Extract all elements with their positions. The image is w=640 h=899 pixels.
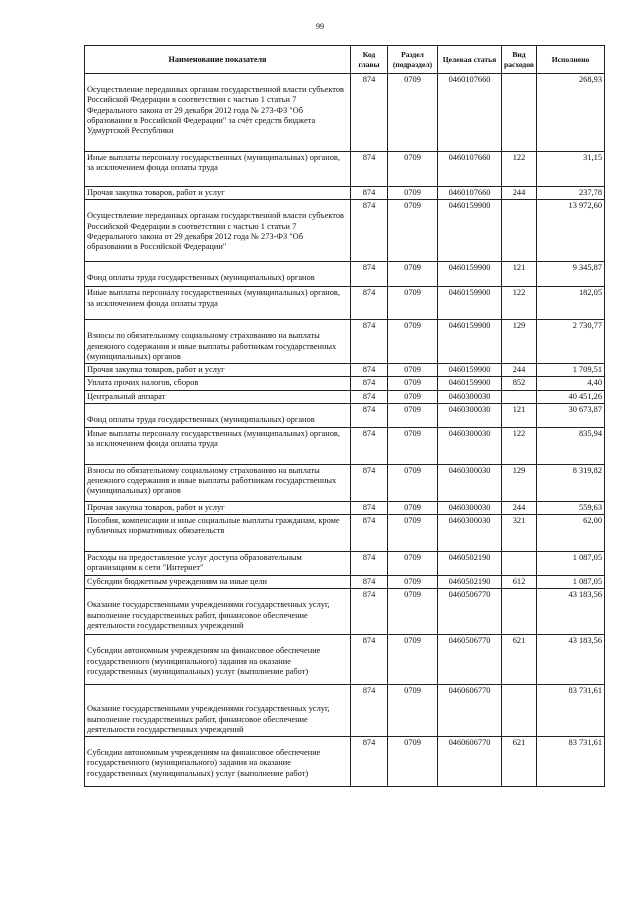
- row-name: [85, 501, 351, 514]
- row-article: 0460606770: [438, 685, 502, 737]
- header-code: Код главы: [351, 46, 388, 74]
- table-row: [85, 552, 605, 576]
- row-name: [85, 737, 351, 787]
- row-sum: 559,63: [537, 501, 605, 514]
- row-type: 621: [502, 635, 537, 685]
- row-type: [502, 390, 537, 403]
- row-name: [85, 427, 351, 464]
- table-row: [85, 152, 605, 187]
- budget-table: [84, 45, 605, 787]
- row-name-text: Центральный аппарат: [87, 391, 166, 401]
- row-name-text: Фонд оплаты труда государственных (муниципальных) органов: [87, 273, 315, 283]
- row-code: 874: [351, 576, 388, 589]
- row-type: 129: [502, 464, 537, 501]
- table-row: [85, 427, 605, 464]
- table-row: [85, 589, 605, 635]
- row-type: [502, 589, 537, 635]
- table-row: [85, 576, 605, 589]
- table-row: [85, 685, 605, 737]
- row-type: 612: [502, 576, 537, 589]
- row-type: [502, 74, 537, 152]
- table-row: [85, 364, 605, 377]
- row-code: 874: [351, 635, 388, 685]
- table-row: [85, 200, 605, 262]
- row-article: 0460107660: [438, 152, 502, 187]
- row-name: [85, 576, 351, 589]
- row-section: 0709: [388, 287, 438, 320]
- row-name: [85, 685, 351, 737]
- row-code: 874: [351, 515, 388, 552]
- row-section: 0709: [388, 262, 438, 287]
- table-body: [85, 74, 605, 787]
- row-code: 874: [351, 737, 388, 787]
- row-section: 0709: [388, 320, 438, 364]
- row-sum: 9 345,87: [537, 262, 605, 287]
- row-type: [502, 200, 537, 262]
- row-sum: 31,15: [537, 152, 605, 187]
- table-row: [85, 320, 605, 364]
- row-section: 0709: [388, 589, 438, 635]
- row-name-text: Расходы на предоставление услуг доступа образовательным организациям к сети "Интернет": [87, 553, 302, 573]
- row-article: 0460159900: [438, 377, 502, 390]
- row-name: [85, 552, 351, 576]
- row-name: [85, 262, 351, 287]
- row-code: 874: [351, 187, 388, 200]
- row-sum: 2 730,77: [537, 320, 605, 364]
- table-row: [85, 287, 605, 320]
- row-name-text: Прочая закупка товаров, работ и услуг: [87, 188, 225, 197]
- row-type: 129: [502, 320, 537, 364]
- row-name-text: Уплата прочих налогов, сборов: [87, 378, 199, 388]
- row-code: 874: [351, 464, 388, 501]
- table-row: [85, 464, 605, 501]
- page-number: 99: [316, 22, 324, 31]
- row-article: 0460506770: [438, 635, 502, 685]
- table-row: [85, 635, 605, 685]
- row-section: 0709: [388, 403, 438, 427]
- row-sum: 4,40: [537, 377, 605, 390]
- row-name: [85, 320, 351, 364]
- row-type: [502, 552, 537, 576]
- row-sum: 13 972,60: [537, 200, 605, 262]
- header-section: Раздел (подраздел): [388, 46, 438, 74]
- row-name: [85, 464, 351, 501]
- header-type: Вид расходов: [502, 46, 537, 74]
- header-name: Наименование показателя: [85, 46, 351, 74]
- row-sum: 83 731,61: [537, 685, 605, 737]
- row-name: [85, 377, 351, 390]
- table-row: [85, 377, 605, 390]
- table-row: [85, 390, 605, 403]
- row-article: 0460300030: [438, 515, 502, 552]
- row-type: 122: [502, 152, 537, 187]
- row-code: 874: [351, 552, 388, 576]
- row-name: [85, 589, 351, 635]
- row-article: 0460159900: [438, 287, 502, 320]
- row-code: 874: [351, 262, 388, 287]
- row-name-text: Взносы по обязательному социальному страхованию на выплаты денежного содержания и иные выплаты работникам государственных (муниципальных) органов: [87, 331, 337, 361]
- table-row: [85, 74, 605, 152]
- row-type: 122: [502, 287, 537, 320]
- row-section: 0709: [388, 377, 438, 390]
- row-article: 0460502190: [438, 552, 502, 576]
- row-code: 874: [351, 320, 388, 364]
- row-name-text: Прочая закупка товаров, работ и услуг: [87, 365, 225, 374]
- row-article: 0460300030: [438, 427, 502, 464]
- row-code: 874: [351, 427, 388, 464]
- row-article: 0460159900: [438, 320, 502, 364]
- row-section: 0709: [388, 576, 438, 589]
- row-sum: 1 087,05: [537, 576, 605, 589]
- row-name: [85, 187, 351, 200]
- row-article: 0460107660: [438, 187, 502, 200]
- row-code: 874: [351, 287, 388, 320]
- row-name: [85, 152, 351, 187]
- row-sum: 30 673,87: [537, 403, 605, 427]
- row-article: 0460606770: [438, 737, 502, 787]
- row-article: 0460300030: [438, 390, 502, 403]
- row-section: 0709: [388, 74, 438, 152]
- row-code: 874: [351, 74, 388, 152]
- row-sum: 268,93: [537, 74, 605, 152]
- row-sum: 1 709,51: [537, 364, 605, 377]
- row-name-text: Субсидии бюджетным учреждениям на иные цели: [87, 577, 267, 586]
- row-article: 0460159900: [438, 364, 502, 377]
- row-section: 0709: [388, 427, 438, 464]
- row-article: 0460107660: [438, 74, 502, 152]
- header-article: Целевая статья: [438, 46, 502, 74]
- row-code: 874: [351, 152, 388, 187]
- row-type: 244: [502, 364, 537, 377]
- row-article: 0460300030: [438, 464, 502, 501]
- row-name: [85, 200, 351, 262]
- row-section: 0709: [388, 685, 438, 737]
- row-type: 122: [502, 427, 537, 464]
- row-type: 121: [502, 262, 537, 287]
- row-name-text: Субсидии автономным учреждениям на финансовое обеспечение государственного (муниципального) задания на оказание государственных (муниципальных) услуг (выполнение работ): [87, 748, 321, 778]
- row-type: 852: [502, 377, 537, 390]
- row-name-text: Оказание государственными учреждениями государственных услуг, выполнение государственных работ, финансовое обеспечение деятельности государственных учреждений: [87, 600, 330, 630]
- row-name-text: Взносы по обязательному социальному страхованию на выплаты денежного содержания и иные выплаты работникам государственных (муниципальных) органов: [87, 465, 337, 496]
- row-section: 0709: [388, 364, 438, 377]
- row-sum: 40 451,26: [537, 390, 605, 403]
- table-row: [85, 262, 605, 287]
- row-code: 874: [351, 685, 388, 737]
- row-sum: 43 183,56: [537, 635, 605, 685]
- row-article: 0460159900: [438, 200, 502, 262]
- row-sum: 8 319,82: [537, 464, 605, 501]
- table-row: [85, 515, 605, 552]
- table-row: [85, 737, 605, 787]
- row-name-text: Оказание государственными учреждениями государственных услуг, выполнение государственных работ, финансовое обеспечение деятельности государственных учреждений: [87, 704, 330, 734]
- row-section: 0709: [388, 515, 438, 552]
- row-sum: 182,05: [537, 287, 605, 320]
- row-name: [85, 287, 351, 320]
- row-section: 0709: [388, 501, 438, 514]
- row-name-text: Фонд оплаты труда государственных (муниципальных) органов: [87, 414, 315, 424]
- row-code: 874: [351, 200, 388, 262]
- row-code: 874: [351, 501, 388, 514]
- row-sum: 835,94: [537, 427, 605, 464]
- header-sum: Исполнено: [537, 46, 605, 74]
- row-name-text: Иные выплаты персоналу государственных (муниципальных) органов, за исключением фонда оплаты труда: [87, 288, 340, 308]
- row-name-text: Прочая закупка товаров, работ и услуг: [87, 502, 225, 512]
- row-article: 0460506770: [438, 589, 502, 635]
- row-code: 874: [351, 589, 388, 635]
- row-name: [85, 390, 351, 403]
- row-section: 0709: [388, 737, 438, 787]
- row-sum: 43 183,56: [537, 589, 605, 635]
- row-article: 0460502190: [438, 576, 502, 589]
- row-code: 874: [351, 390, 388, 403]
- row-type: 121: [502, 403, 537, 427]
- row-sum: 1 087,05: [537, 552, 605, 576]
- row-section: 0709: [388, 552, 438, 576]
- row-type: 621: [502, 737, 537, 787]
- row-code: 874: [351, 377, 388, 390]
- table-row: [85, 403, 605, 427]
- table-row: [85, 501, 605, 514]
- row-section: 0709: [388, 152, 438, 187]
- row-section: 0709: [388, 635, 438, 685]
- row-section: 0709: [388, 187, 438, 200]
- row-name: [85, 403, 351, 427]
- row-name-text: Субсидии автономным учреждениям на финансовое обеспечение государственного (муниципального) задания на оказание государственных (муниципальных) услуг (выполнение работ): [87, 646, 321, 676]
- row-name: [85, 635, 351, 685]
- row-article: 0460300030: [438, 501, 502, 514]
- row-section: 0709: [388, 464, 438, 501]
- row-name-text: Осуществление переданных органам государственной власти субъектов Российской Федерации в соответствии с частью 1 статьи 7 Федерального закона от 29 декабря 2012 года № 273-ФЗ "Об образовании в Российской Федерации": [87, 211, 344, 251]
- row-name: [85, 74, 351, 152]
- row-section: 0709: [388, 200, 438, 262]
- row-type: 244: [502, 501, 537, 514]
- row-sum: 62,00: [537, 515, 605, 552]
- row-name-text: Иные выплаты персоналу государственных (муниципальных) органов, за исключением фонда оплаты труда: [87, 428, 340, 448]
- row-article: 0460300030: [438, 403, 502, 427]
- table-row: [85, 187, 605, 200]
- row-article: 0460159900: [438, 262, 502, 287]
- table-header-row: [85, 46, 605, 74]
- row-name: [85, 364, 351, 377]
- row-sum: 237,78: [537, 187, 605, 200]
- row-type: 321: [502, 515, 537, 552]
- row-type: [502, 685, 537, 737]
- row-name: [85, 515, 351, 552]
- row-name-text: Пособия, компенсации и иные социальные выплаты гражданам, кроме публичных нормативных обязательств: [87, 516, 340, 536]
- row-name-text: Иные выплаты персоналу государственных (муниципальных) органов, за исключением фонда оплаты труда: [87, 153, 340, 173]
- row-code: 874: [351, 403, 388, 427]
- row-code: 874: [351, 364, 388, 377]
- row-type: 244: [502, 187, 537, 200]
- row-sum: 83 731,61: [537, 737, 605, 787]
- row-section: 0709: [388, 390, 438, 403]
- row-name-text: Осуществление переданных органам государственной власти субъектов Российской Федерации в соответствии с частью 1 статьи 7 Федерального закона от 29 декабря 2012 года № 273-ФЗ "Об образовании в Российской Федерации" за счёт средств бюджета Удмуртской Республики: [87, 85, 344, 135]
